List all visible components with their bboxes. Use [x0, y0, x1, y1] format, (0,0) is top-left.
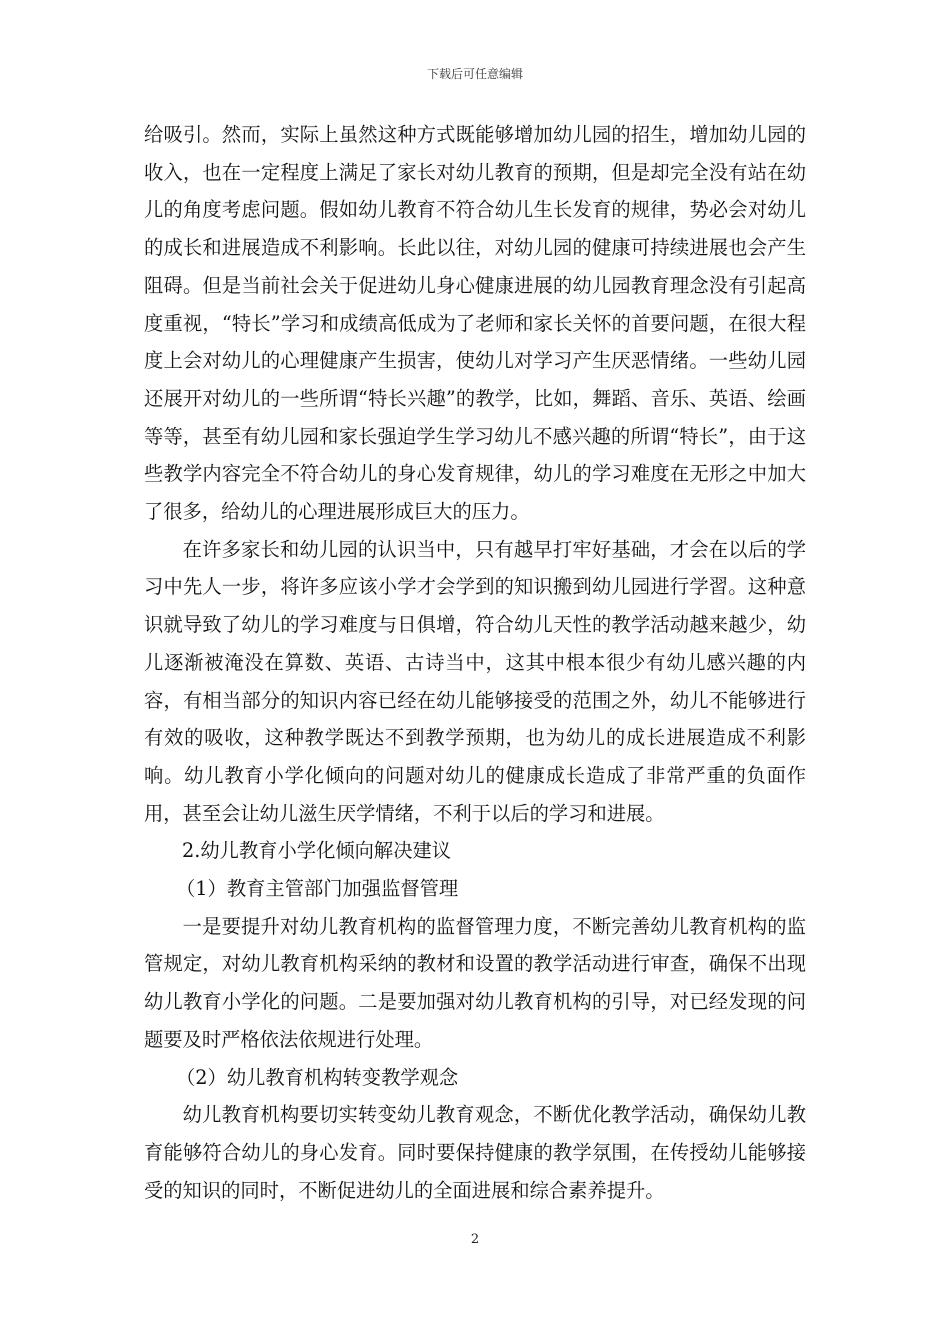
document-body — [144, 116, 806, 1209]
paragraph-knowledge-transfer: 在许多家长和幼儿园的认识当中，只有越早打牢好基础，才会在以后的学习中先人一步，将许多应该小学才会学到的知识搬到幼儿园进行学習。这种意识就导致了幼儿的学习难度与日俱增，符合幼儿天性的教学活动越来越少，幼儿逐渐被淹没在算数、英语、古诗当中，这其中根本很少有幼儿感兴趣的内容，有相当部分的知识内容已经在幼儿能够接受的范围之外，幼儿不能够进行有效的吸收，这种教学既达不到教学预期，也为幼儿的成长进展造成不利影响。幼儿教育小学化倾向的问题对幼儿的健康成长造成了非常严重的负面作用，甚至会让幼儿滋生厌学情绪，不利于以后的学习和进展。 — [144, 537, 806, 825]
paragraph-supervision: 一是要提升对幼儿教育机构的监督管理力度，不断完善幼儿教育机构的监管规定，对幼儿教育机构采纳的教材和设置的教学活动进行审查，确保不出现幼儿教育小学化的问题。二是要加强对幼儿教育机构的引导，对已经发现的问题要及时严格依法依规进行处理。 — [144, 914, 806, 1051]
paragraph-concept: 幼儿教育机构要切实转变幼儿教育观念，不断优化教学活动，确保幼儿教育能够符合幼儿的身心发育。同时要保持健康的教学氛围，在传授幼儿能够接受的知识的同时，不断促进幼儿的全面进展和综合素养提升。 — [144, 1103, 806, 1202]
paragraph-continuation: 给吸引。然而，实际上虽然这种方式既能够增加幼儿园的招生，增加幼儿园的收入，也在一定程度上满足了家长对幼儿教育的预期，但是却完全没有站在幼儿的角度考虑问题。假如幼儿教育不符合幼儿生长发育的规律，势必会对幼儿的成长和进展造成不利影响。长此以往，对幼儿园的健康可持续进展也会产生阻碍。但是当前社会关于促进幼儿身心健康进展的幼儿园教育理念没有引起高度重视，“特长”学习和成绩高低成为了老师和家长关怀的首要问题，在很大程度上会对幼儿的心理健康产生损害，使幼儿对学习产生厌恶情绪。一些幼儿园还展开对幼儿的一些所谓“特长兴趣”的教学，比如，舞蹈、音乐、英语、绘画等等，甚至有幼儿园和家长强迫学生学习幼儿不感兴趣的所谓“特长”，由于这些教学内容完全不符合幼儿的身心发育规律，幼儿的学习难度在无形之中加大了很多，给幼儿的心理进展形成巨大的压力。 — [144, 123, 806, 524]
section-heading: 2.幼儿教育小学化倾向解决建议 — [182, 839, 452, 863]
subsection-heading-supervision: （1）教育主管部门加强监督管理 — [176, 877, 459, 901]
subsection-heading-concept: （2）幼儿教育机构转变教学观念 — [176, 1065, 459, 1089]
page-header: 下载后可任意编辑 — [426, 67, 523, 81]
page-number: 2 — [470, 1232, 480, 1247]
